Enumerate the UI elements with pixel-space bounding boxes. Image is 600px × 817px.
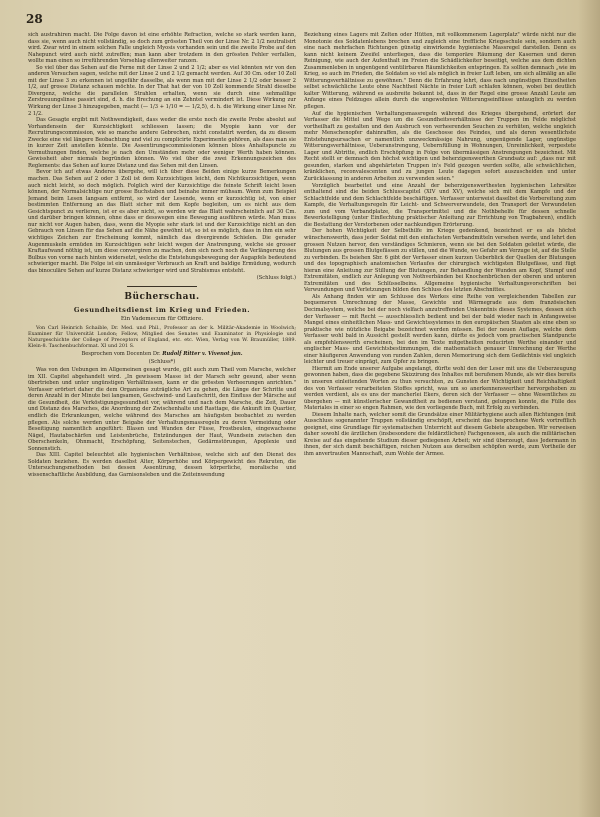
section-title: Bücherschau. xyxy=(124,291,200,302)
book-title: Gesundheitsdienst im Krieg und Frieden. xyxy=(73,305,251,314)
review-paragraph: Was von den Uebungen im Allgemeinen gesagt wurde, gilt auch zum Theil vom Marsche, welcher im XII. Capitel abgehandelt wird. „In gewissem Masse ist der Marsch sehr gesund, aber wenn übertrieben und unter ungünstigen Verhältnissen, kann er die grössten Verheerungen anrichten." Verfasser erörtert daher die dem Organisme zuträgliche Art zu gehen, die Länge der Schritte und deren Anzahl in der Minute bei langsamen, Geschwind- und Laufschritt, den Einfluss der Märsche auf die Gesundheit, die Verköstigungsgesundheit vor, während und nach dem Marsche, die Zeit, Dauer und Distanz des Marsches, die Anordnung der Zwischenhalte und Rasttage, die Ankunft im Quartier, endlich die Erkrankungen, welche während des Marsches am häufigsten beobachtet zu werden pflegen. Als solche werden unter Beigabe der Verhaltungsmassregeln zu deren Vermeidung oder Beseitigung namentlich angeführt: Blasen und Wunden der Füsse, Frostbeulen, eingewachsene Nägel, Hautabschärfen und Leistenbrüche, Entzündungen der Haut, Wundsein zwischen den Oberschenkeln, Ohnmacht, Erschöpfung, Seitenstechen, Gedärmstörungen, Apoplexie und Sonnenstich. xyxy=(28,367,296,452)
reviewer-name: Rudolf Ritter v. Vivenot jun. xyxy=(162,351,243,358)
book-metadata: Von Carl Heinrich Schaible, Dr. Med. und Phil., Professor an der k. Militär-Akademie in Woolwich; Examiner für Universität London; Fellow, Mitglied des Senates und Examinator in Physiologie und Naturgeschichte der College of Preceptors of England, etc. etc. Wien, Verlag von W. Braumüller, 1889. Klein-8. Taschenbuchformat. XI und 201 S. xyxy=(28,324,296,350)
review-paragraph: Das XIII. Capitel beleuchtet alle hygienischen Verhältnisse, welche sich auf den Dienst des Soldaten beziehen. Es werden daselbst Alter, Körperhöhe und Körpergewicht des Rekruten, die Untersuchungsmethoden bei dessen Assentirung, dessen körperliche, moralische und wissenschaftliche Ausbildung, das Garnisonsleben und die Zeiteinwendung xyxy=(28,452,296,478)
review-paragraph: Als Anhang finden wir am Schlusse des Werkes eine Reihe von vergleichenden Tabellen zur bequemeren Umrechnung der Masse, Gewichte und Wärmegrade aus dem französischen Decimalsystem, welche bei der noch vielfach anzutreffenden Unkenntnis dieses Systemes, dessen sich der Verfasser — mit Recht — ausschliesslich bedient und bei der bald wieder nach in Anfangsweise Mangel eines einheitlichen Mass- und Gewichtssystemes in den europäischen Staaten als eine eben so praktische wie nützliche Beigabe bezeichnet werden müssen. Bei der neuen Auflage, welche dem Verfasser wohl bald in Aussicht gestellt werden kann, dürfte es jedoch vom practischen Standpuncte als empfehlenswerth erscheinen, bei den im Texte mitgetheilten reducirten Werthe einander und englischer Mass- und Gewichtsbestimmungen, die mathematisch genauer Umrechnung der Werthe einer häufigeren Anwendung von runden Zahlen, deren Memorirung sich dem Gedächtnis viel ungleich leichter und treuer einprägt, zum Opfer zu bringen. xyxy=(304,293,576,366)
page-fold-shadow xyxy=(578,0,600,817)
article-paragraph: So viel über das Sehen auf die Ferne mit der Linse 2 und 2 1/2; aber es viel könnten wir von den anderen Versuchen sagen, welche mit der Linse 2 und 2 1/2 gemacht werden. Auf 30 Cm. oder 10 Zoll mit der Linse 3 zu erkennen ist ungefähr dasselbe, als wenn man mit der Linse 2 1/2 oder besser 2 1/2, auf grosse Distanz schauen möchte. In der That hat der von 10 Zoll kommende Strahl dieselbe Divergenz, welche die parallelen Strahlen erhalten, wenn sie durch eine sehmalilige Zerstreuungslinse passirt sind, d. h. die Brechung an ein Zehntel vermindert ist. Diese Wirkung zur Wirkung der Linse 3 hinzugegeben, macht (— 1/3 + 1/10 = — 1/2,5), d. h. die Wirkung einer Linse Nr. 2 1/2. xyxy=(28,64,296,117)
article-paragraph: sich austrahiren macht. Die Folge davon ist eine erhöhte Refraction, welche so stark werden kann, dass sie, wenn auch nicht vollständig, so doch zum grössten Theil von der Linse Nr. 2 1/2 neutralisirt wird. Zwar wird in einem solchen Falle ungleich Myosis vorhanden sein und die zweite Probe auf den Nahepunct wird auch nicht zutreffen; man kann aber trotzdem in den grössten Fehler verfallen, wollte man einen so irreführenden Vorsehlag ellenweiter ranzen. xyxy=(28,32,296,65)
review-paragraph: Beziehung eines Lagers mit Zelten oder Hütten, mit vollkommenem Lagerplatz" würde nicht nur die Monotonie des Soldatenlebens brechen und zugleich eine treffliche Kriegsschule sein, sondern auch eine nach mehrfachen Richtungen günstig einwirkende hygienische Massregel darstellen. Denn es kann nicht keinem Zweifel unterliegen, dass die temporäre Räumung der Kasernen und deren Reinigung, wie auch der Aufenthalt im Freien die Schädlichkeiter beseitigt, welche aus dem dichten Zusammenleben in ungenügend ventilirbaren Räumlichkeiten entspringen. Es sollten demnach „wie im Krieg, so auch im Frieden, die Soldaten so viel als möglich in freier Luft leben, um sich allmälig an alle Witterungsverhältnisse zu gewöhnen." Denn die Erfahrung lehrt, dass nach ungünstigen Einzelheiten selbst schwächliche Leute ohne Nachtheil Nächte in freier Luft schlafen können, wobei bei deutlich kalter Witterung, während es ausbreite bekannt ist, dass in der Regel eine grosse Anzahl Leute am Anfange eines Feldzuges allein durch die ungewohnten Witterungseinflüsse untauglich zu werden pflegen. xyxy=(304,32,576,111)
article-paragraph: Das Gesagte ergibt mit Nothwendigkeit, dass weder die erste noch die zweite Probe absolut auf Vorhandensein der Kurzsichtigkeit schliessen lassen; die Myopie kann vor der Recrutirungscommission, wie so manche andere Gebrechen, nicht constatirt werden, da zu diesem Zwecke eine viel längere Beobachtung und viel zu complicirte Experimente gehören, als dass man sie in kurzer Zeit anstellen könnte. Die Assentirungscommissionen können bloss Anhaltspuncte zu Vermuthungen finden, welche je nach den Umständen mehr oder weniger Werth haben können. Gewissheit aber niemals begründen können. Wo viel über die zwei Erkennungszeichen des Reglements: das Sehen auf kurze Distanz und das Sehen mit den Linsen. xyxy=(28,117,296,169)
section-divider xyxy=(127,286,197,287)
reviewer-prefix: Besprochen vom Docenten Dr. xyxy=(81,351,161,358)
review-paragraph: Auf die hygienischen Verhaltungsmassregeln während des Krieges übergehend, erörtert der Verfasser die Mittel und Wege um die Gesundheitsverhältnisse der Truppen im Felde möglichst vortheilhaft zu gestalten und den Ausbruch von verheerenden Seuchen zu verhüten, welche ungleich mehr Menschenopfer dahinraffen, als die Geschosse des Feindes, und als deren wesentlichste Entstehungsursachen er namentlich unzweckmässige Nahrung, ungenügende Lager, ungünstige Witterungsverhältnisse, Ueberanstrengung, Uebernfüllung in Wohnungen, Unreinlichkeit, verpestete Lager und Abtritte, endlich Erschöpfung in Folge von übermässigen Anstrengungen bezeichnet. Mit Recht stellt er demnach den höchst wichtigen und beherzigenswerthen Grundsatz auf: „dass nur mit gesunden, starken und abgehärteten Truppen in's Feld gezogen werden sollte, alle schwächlichen, kränklichen, reconvalescenten und zu jungen Leute dagegen sofort auszuscheiden und unter Zurücklassung in anderen Arbeiten zu verwenden seien." xyxy=(304,110,576,183)
review-paragraph: Vorzüglich bearbeitet und eine Anzahl der beherzigenswerthesten hygienischen Lehrsätze enthaltend sind die beiden Schlusscapitel (XIV und XV), welche sich mit dem Kampfe und der Schlachtfelde und dem Schlachtfelde beschäftigen. Verfasser unterweist daselbst die Vorbereitung zum Kampfe, die Verhaltungsregeln für Leicht- und Schwerverwundete, den Transport der Verwundeten zum und vom Verbandplatze, die Transportmittel und die Nothbehelfe für dessen schnelle Bewerkstelligung (unter Einflechtung praktischer Anleitung zur Errichtung von Tragbahren), endlich die Bestattung der Verstorbenen oder nachkundigen Erörterung. xyxy=(304,182,576,228)
left-column xyxy=(28,32,296,807)
article-paragraph: Bevor ich auf etwas Anderes übergehe, will ich über diese Beiden einige kurze Bemerkungen machen. Das Sehen auf 2 oder 3 Zoll ist dem Kurzsichtigen leicht, dem Nichtkurzsichtigen, wenn auch nicht leicht, so doch möglich. Folglich wird der Kurzsichtige die feinste Schrift leicht lesen können, der Normalsichtige nur grosse Buchstaben und beinahe immer mühsam. Wenn zum Beispiel Jemand beim Lesen langsam entfernt, so wird der Lesende, wenn er kurzsichtig ist, von einer bestimmten Entfernung an das Blatt sicher mit dem Kopfe begleiten, um es nicht aus dem Gesichtspunct zu verlieren, ist er es aber nicht, so werden wir das Blatt wahrscheinlich auf 30 Cm. und darüber bringen können, ohne dass er desswegen eine Bewegung ausführen würde. Man muss nur nicht vor Augen haben, dass, wenn die Myopie sehr stark ist und der Kurzsichtige nicht an den Gebrauch von Linsen für das Sehen auf die Nähe gewöhnt ist, so ist es möglich, dass in ihm ein sehr wichtiges Zeichen zur Erscheinung kommt, nämlich das divergirende Schielen. Die gerader Augenmuskeln ermüden im Kurzsichtigen sehr leicht wegen der Anstrengung, welche sie grosser Kraftaufwand nöthig ist, um diese convergiren zu machen, dem sich noch noch die Verlängerung des Bulbus von vorne nach hinten widersetzt, welche die Entstehungsbewegung der Augapfels bedeutend schwieriger macht. Die Folge ist ein unmässiger Verbrauch an Kraft und baldige Ermüdung, wodurch das binoculäre Sehen auf kurze Distanz schwieriger wird und Strabismus entsteht. xyxy=(28,169,296,274)
review-paragraph: Der hohen Wichtigkeit der Selbsthilfe im Kriege gedenkend, bezeichnet er es als höchst wünschenswerth, dass jeder Soldat mit den einfachsten Verbandmitteln versehen werde, und lehrt den grossen Nutzen hervor, den verständiges Schmieren, wenn sie bei den Soldaten geleitet würde, die Blutungen aus grossen Blutgefässen zu stillen, und die Wunde, wo Gefahr am Verzuge ist, auf die Stelle zu verbinden. Es beiehen Sbr. 6 gibt der Verfasser einen kurzen Ueberblick der Quellen der Blutungen und des topographisch anatomischen Verlaufes der chirurgisch wichtigsten Blutgefässe, und fügt hieran eine Anleitung zur Stillung der Blutungen, zur Behandlung der Wunden am Kopf, Stumpf und Extremitäten, endlich zur Anlegung von Nothverbänden bei Knochenbrüchen der oberen und unteren Extremitäten und des Schlüsselbeins. Allgemeine hygienische Verhaltungsvorschriften bei Verwundungen und Verletzungen bilden den Schluss des letzten Abschnittes. xyxy=(304,228,576,294)
reviewer-line xyxy=(28,351,296,358)
continuation-note: (Schluss*) xyxy=(148,359,176,366)
review-paragraph: Diesem Inhalte nach, welcher somit die Grundsätze einer Militärhygiene auch allen Richtungen (mit Ausschluss sogenannter Truppen vollständig erschöpft, erscheint das besprochene Werk vortrefflich geeignet, eine Grundlage für systematischen Unterricht auf diesem Gebiete abzugeben. Wir verweisen daher sowohl die ärztlichen (insbesondere die feldärztlichen) Fachgenossen, als auch die militärischen Kreise auf das eingehende Studium dieser gediegenen Arbeit; wir sind überzeugt, dass Jedermann in ihnen, der sich damit beschäftigen, reichen Nutzen aus derselben schöpfen werde, zum Vortheile der ihm anvertrauten Mannschaft, zum Wohle der Armee. xyxy=(304,411,576,457)
book-subtitle: Ein Vademecum für Offiziere. xyxy=(120,315,204,322)
right-column xyxy=(304,32,576,807)
review-paragraph: Hiermit am Ende unserer Aufgabe angelangt, dürfte wohl den der Leser mit uns die Ueberzeugung gewonnen haben, dass die gegebene Skizzirung des Inhaltes mit berufenem Munde, als wir dies bereits in unseren einleitenden Worten zu thun versuchten, zu Gunsten der Wichtigkeit und Reichhaltigkeit des von Verfasser verarbeiteten Stoffes spricht, was um so anerkennenswerther hervorgehoben zu werden verdient, als es uns der mancherlei Ekers, deren sich der Verfasser — ohne Wesentliches zu übergehen — mit künstlerischer Gewandtheit zu bedienen verstand, gelungen konnte, die Fülle des Materiales in einer so engen Rahmen, wie den vorliegende Buch, mit Erfolg zu verbinden. xyxy=(304,365,576,412)
to-be-continued: (Schluss folgt.) xyxy=(256,275,296,282)
page-number: 28 xyxy=(26,12,43,26)
